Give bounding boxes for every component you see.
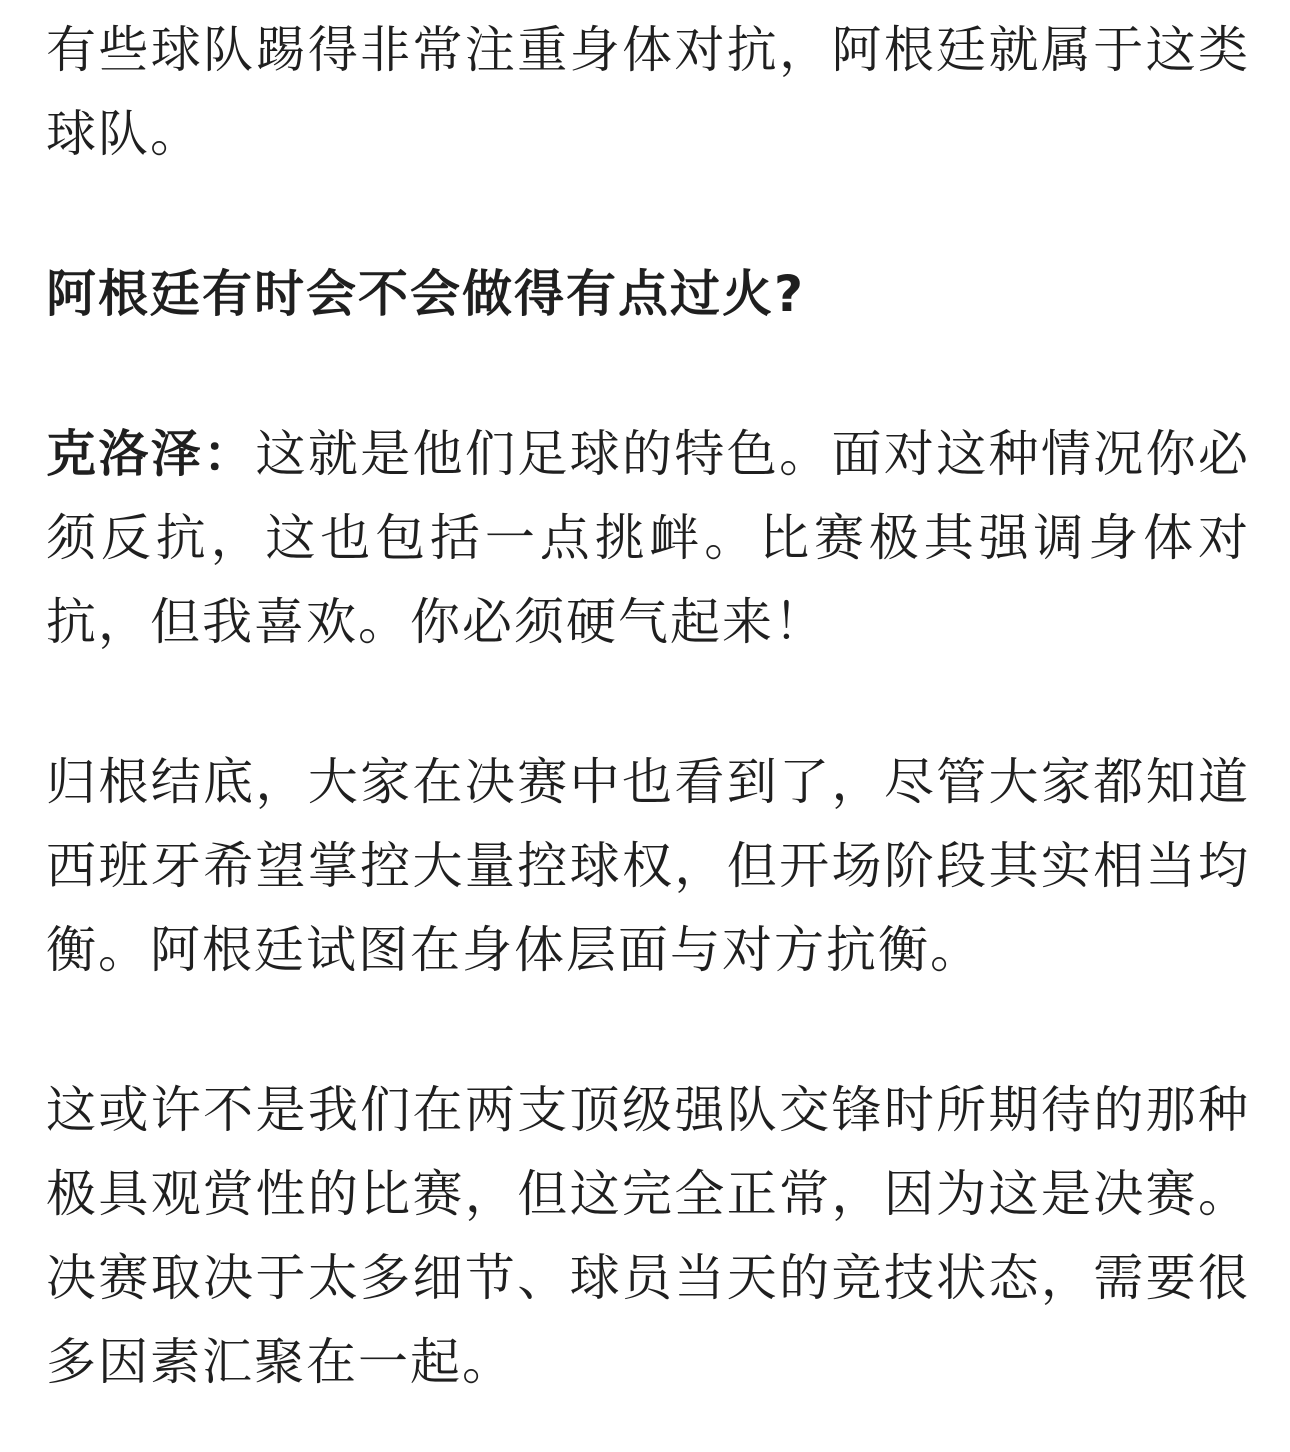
article-body xyxy=(46,8,1250,1404)
interview-question: 阿根廷有时会不会做得有点过火? xyxy=(46,265,806,323)
interview-answer xyxy=(46,412,1250,664)
speaker-name: 克洛泽： xyxy=(46,425,256,483)
summary-paragraph: 归根结底，大家在决赛中也看到了，尽管大家都知道西班牙希望掌控大量控球权，但开场阶段其实相当均衡。阿根廷试图在身体层面与对方抗衡。 xyxy=(46,753,1250,979)
closing-paragraph: 这或许不是我们在两支顶级强队交锋时所期待的那种极具观赏性的比赛，但这完全正常，因为这是决赛。决赛取决于太多细节、球员当天的竞技状态，需要很多因素汇聚在一起。 xyxy=(46,1081,1250,1391)
answer-text: 这就是他们足球的特色。面对这种情况你必须反抗，这也包括一点挑衅。比赛极其强调身体对抗，但我喜欢。你必须硬气起来！ xyxy=(46,425,1251,651)
intro-paragraph: 有些球队踢得非常注重身体对抗，阿根廷就属于这类球队。 xyxy=(46,21,1250,163)
